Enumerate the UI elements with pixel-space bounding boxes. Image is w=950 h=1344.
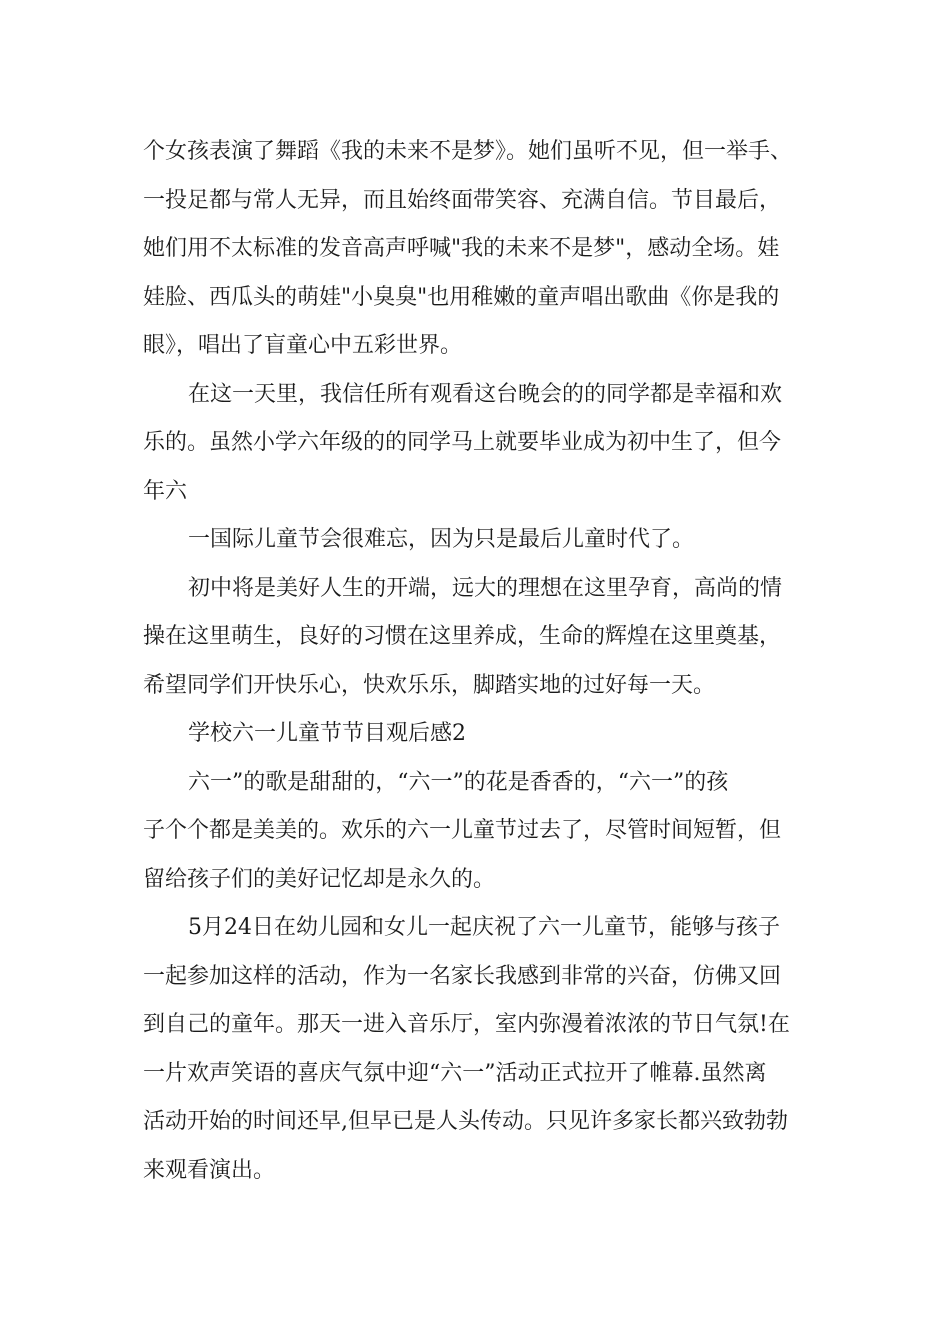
text-line: 操在这里萌生，良好的习惯在这里养成，生命的辉煌在这里奠基， (143, 624, 782, 649)
text-line: 到自己的童年。那天一进入音乐厅，室内弥漫着浓浓的节日气氛!在 (143, 1012, 790, 1037)
paragraph (143, 516, 833, 565)
text-line: 一国际儿童节会很难忘，因为只是最后儿童时代了。 (188, 527, 695, 552)
text-line: 子个个都是美美的。欢乐的六一儿童节过去了，尽管时间短暂，但 (143, 818, 782, 843)
text-line: 六一”的歌是甜甜的，“六一”的花是香香的，“六一”的孩 (188, 769, 729, 795)
text-line: 5月24日在幼儿园和女儿一起庆祝了六一儿童节，能够与孩子 (188, 915, 780, 940)
text-line: 她们用不太标准的发音高声呼喊"我的未来不是梦"，感动全场。娃 (143, 236, 780, 261)
text-line: 眼》，唱出了盲童心中五彩世界。 (143, 333, 463, 358)
paragraph (143, 128, 833, 371)
text-line: 留给孩子们的美好记忆却是永久的。 (143, 866, 496, 892)
paragraph (143, 904, 833, 1195)
text-line: 在这一天里，我信任所有观看这台晚会的的同学都是幸福和欢 (188, 381, 783, 407)
paragraph (143, 371, 833, 517)
section-heading (143, 710, 833, 759)
text-line: 个女孩表演了舞蹈《我的未来不是梦》。她们虽听不见，但一举手、 (143, 139, 793, 164)
paragraph (143, 759, 833, 905)
text-line: 乐的。虽然小学六年级的的同学马上就要毕业成为初中生了，但今 (143, 430, 782, 455)
text-line: 初中将是美好人生的开端，远大的理想在这里孕育，高尚的情 (188, 575, 783, 601)
text-line: 一起参加这样的活动，作为一名家长我感到非常的兴奋，仿佛又回 (143, 963, 782, 989)
text-line: 活动开始的时间还早,但早已是人头传动。只见许多家长都兴致勃勃 (143, 1109, 788, 1134)
text-line: 希望同学们开快乐心，快欢乐乐，脚踏实地的过好每一天。 (143, 672, 716, 698)
paragraph (143, 565, 833, 711)
text-line: 年六 (143, 478, 188, 504)
heading-text: 学校六一儿童节节目观后感2 (188, 721, 466, 746)
text-line: 一片欢声笑语的喜庆气氛中迎“六一”活动正式拉开了帷幕.虽然离 (143, 1060, 767, 1086)
text-line: 来观看演出。 (143, 1157, 276, 1183)
text-line: 娃脸、西瓜头的萌娃"小臭臭"也用稚嫩的童声唱出歌曲《你是我的 (143, 284, 780, 310)
document-body (143, 128, 833, 1195)
text-line: 一投足都与常人无异，而且始终面带笑容、充满自信。节目最后， (143, 187, 782, 213)
